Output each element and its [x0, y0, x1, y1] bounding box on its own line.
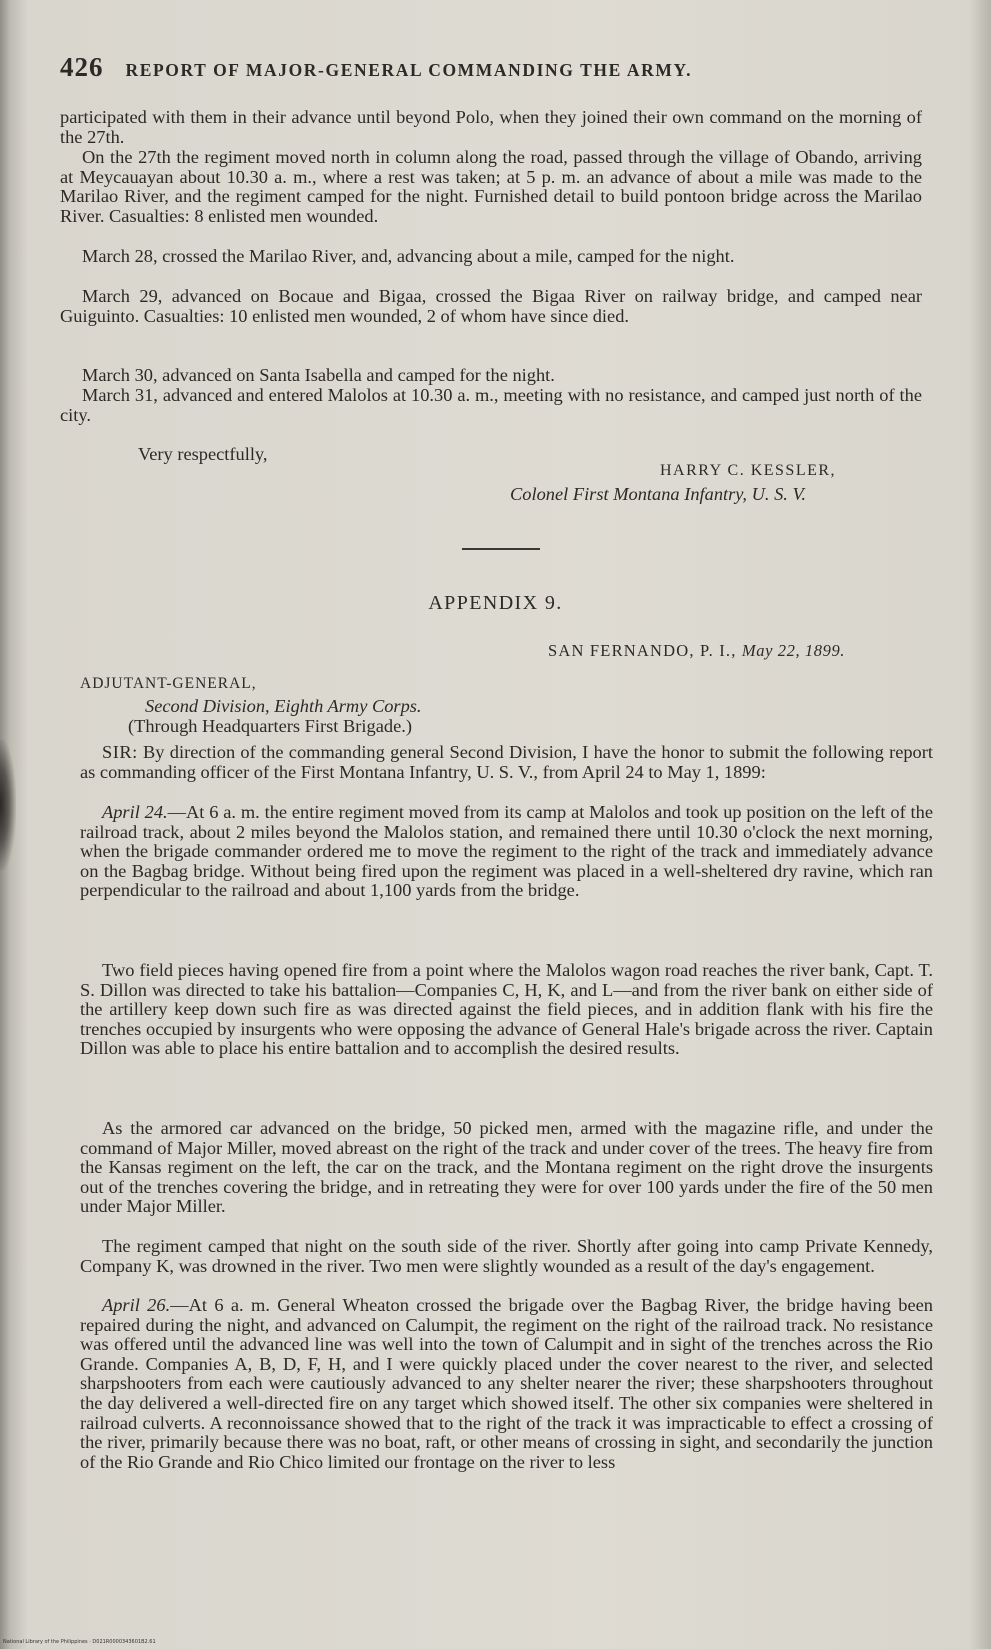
addressee-line-1: ADJUTANT-GENERAL, — [80, 675, 257, 692]
running-head: REPORT OF MAJOR-GENERAL COMMANDING THE ARMY. — [125, 60, 693, 80]
dateline-place: SAN FERNANDO, P. I., — [548, 641, 737, 660]
appendix-paragraph-4: As the armored car advanced on the bridge, 50 picked men, armed with the magazine rifle, and under the command of Major Miller, moved abreast on the right of the track and under cover of the trees. The heavy fire from the Kansas regiment on the left, the car on the track, and the Montana regiment on the right drove the insurgents out of the trenches covering the bridge, and in retreating they were for over 100 yards under the fire of the 50 men under Major Miller. — [80, 1118, 933, 1217]
page-header — [60, 52, 940, 84]
appendix-heading: APPENDIX 9. — [428, 592, 563, 614]
closing: Very respectfully, — [138, 444, 268, 464]
appendix-paragraph-1 — [80, 743, 933, 782]
report1-paragraph-1: participated with them in their advance until beyond Polo, when they joined their own command on the morning of the 27th. — [60, 107, 922, 147]
appendix-paragraph-6 — [80, 1296, 933, 1472]
dateline — [548, 641, 845, 661]
footer-credit: National Library of the Philippines · D021R0000343601B2.61 — [3, 1639, 156, 1645]
page-edge-shadow — [969, 0, 991, 1649]
section-divider — [462, 548, 540, 550]
signature-name: HARRY C. KESSLER, — [660, 462, 837, 479]
addressee-line-3: (Through Headquarters First Brigade.) — [128, 716, 412, 736]
page-number: 426 — [60, 52, 104, 82]
appendix-paragraph-3: Two field pieces having opened fire from a point where the Malolos wagon road reaches the river bank, Capt. T. S. Dillon was directed to take his battalion—Companies C, H, K, and L—and from the river bank on either side of the artillery keep down such fire as was directed against the field pieces, and in addition flank with his fire the trenches occupied by insurgents who were opposing the advance of General Hale's brigade across the river. Captain Dillon was able to place his entire battalion and to accomplish the desired results. — [80, 960, 933, 1059]
appendix-paragraph-5: The regiment camped that night on the south side of the river. Shortly after going into camp Private Kennedy, Company K, was drowned in the river. Two men were slightly wounded as a result of the day's engagement. — [80, 1236, 933, 1276]
salutation: SIR: — [102, 742, 138, 762]
report1-paragraph-2: On the 27th the regiment moved north in column along the road, passed through the village of Obando, arriving at Meycauayan about 10.30 a. m., where a rest was taken; at 5 p. m. an advance of about a mile was made to the Marilao River, and the regiment camped for the night. Furnished detail to build pontoon bridge across the Marilao River. Casualties: 8 enlisted men wounded. — [60, 147, 922, 226]
paragraph-6-date: April 26. — [102, 1295, 171, 1315]
report1-paragraph-4: March 29, advanced on Bocaue and Bigaa, crossed the Bigaa River on railway bridge, and camped near Guiguinto. Casualties: 10 enlisted men wounded, 2 of whom have since died. — [60, 286, 922, 326]
paragraph-2-date: April 24. — [102, 802, 168, 822]
appendix-paragraph-1-text: By direction of the commanding general Second Division, I have the honor to submit the following report as commanding officer of the First Montana Infantry, U. S. V., from April 24 to May 1, 1899: — [80, 742, 933, 782]
report1-paragraph-6: March 31, advanced and entered Malolos at 10.30 a. m., meeting with no resistance, and camped just north of the city. — [60, 385, 922, 425]
appendix-paragraph-2-text: —At 6 a. m. the entire regiment moved from its camp at Malolos and took up position on the left of the railroad track, about 2 miles beyond the Malolos station, and remained there until 10.30 o'clock the next morning, when the brigade commander ordered me to move the regiment to the right of the track and immediately advance on the Bagbag bridge. Without being fired upon the regiment was placed in a well-sheltered dry ravine, which ran perpendicular to the railroad and about 1,100 yards from the bridge. — [80, 802, 933, 901]
appendix-paragraph-6-text: —At 6 a. m. General Wheaton crossed the brigade over the Bagbag River, the bridge having been repaired during the night, and advanced on Calumpit, the regiment on the right of the railroad track. No resistance was offered until the advanced line was well into the town of Calumpit and in sight of the trenches across the Rio Grande. Companies A, B, D, F, H, and I were quickly placed under the cover nearest to the river, and selected sharpshooters from each were cautiously advanced to any shelter nearer the river; these sharpshooters throughout the day delivered a well-directed fire on any target which showed itself. The other six companies were sheltered in railroad culverts. A reconnoissance showed that to the right of the track it was impracticable to effect a crossing of the river, primarily because there was no boat, raft, or other means of crossing in sight, and secondarily the junction of the Rio Grande and Rio Chico limited our frontage on the river to less — [80, 1295, 933, 1472]
dateline-date: May 22, 1899. — [741, 641, 846, 660]
appendix-paragraph-2 — [80, 803, 933, 901]
signature-title: Colonel First Montana Infantry, U. S. V. — [510, 484, 806, 504]
binding-shadow — [0, 740, 16, 870]
addressee-line-2: Second Division, Eighth Army Corps. — [145, 696, 422, 716]
report1-paragraph-5: March 30, advanced on Santa Isabella and camped for the night. — [82, 365, 555, 385]
report1-paragraph-3: March 28, crossed the Marilao River, and, advancing about a mile, camped for the night. — [82, 246, 735, 266]
